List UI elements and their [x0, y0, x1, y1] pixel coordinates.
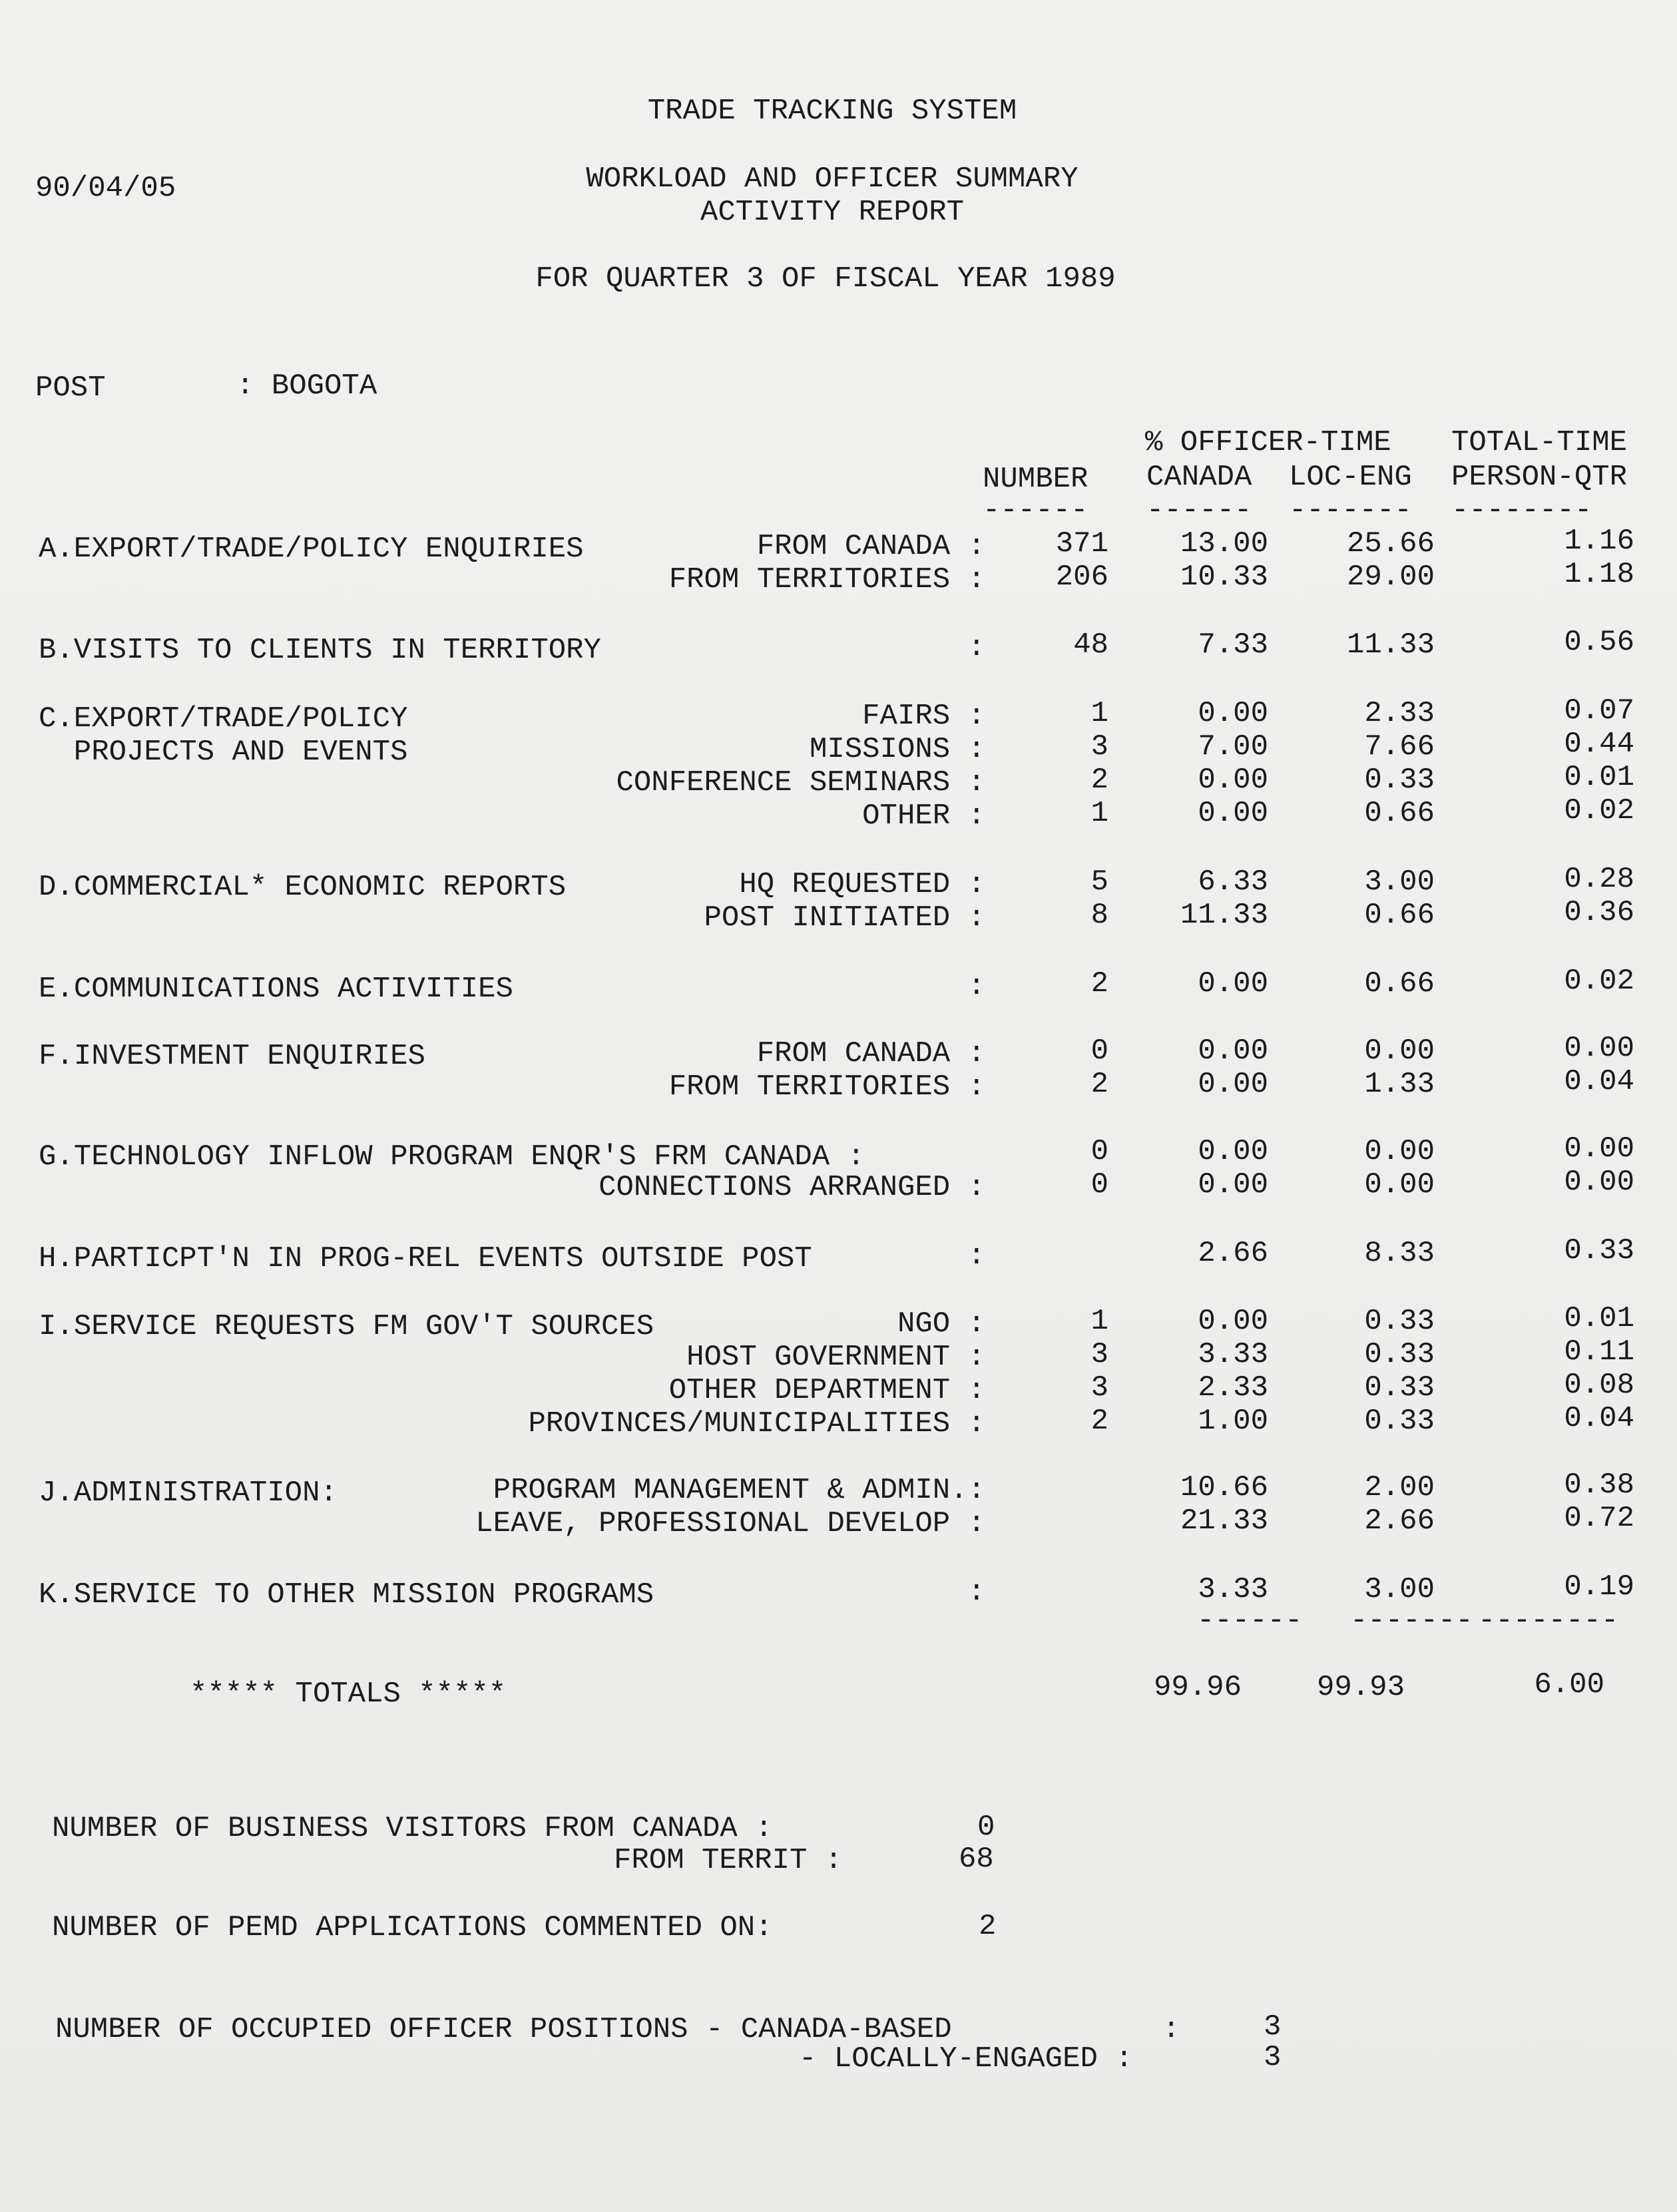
row-canada: 21.33 — [1180, 1504, 1268, 1538]
row-loc-eng: 0.66 — [1364, 967, 1435, 1000]
row-number: 0 — [1090, 1135, 1108, 1168]
row-category: K.SERVICE TO OTHER MISSION PROGRAMS — [39, 1578, 654, 1612]
row-loc-eng: 0.00 — [1364, 1135, 1435, 1168]
canada-header: CANADA — [1146, 461, 1252, 494]
row-category: F.INVESTMENT ENQUIRIES — [39, 1040, 425, 1073]
totals-label: ***** TOTALS ***** — [190, 1677, 507, 1711]
row-subcategory: FROM TERRITORIES : — [668, 1070, 985, 1104]
row-category: G.TECHNOLOGY INFLOW PROGRAM ENQR'S FRM CANADA : — [39, 1140, 865, 1174]
row-category: C.EXPORT/TRADE/POLICY — [39, 702, 408, 736]
row-subcategory: CONFERENCE SEMINARS : — [616, 766, 985, 799]
pct-officer-time-header: % OFFICER-TIME — [1145, 426, 1391, 459]
row-person-qtr: 0.00 — [1564, 1132, 1634, 1166]
loc-eng-header: LOC-ENG — [1289, 461, 1412, 494]
row-number: 2 — [1090, 764, 1108, 797]
row-category: B.VISITS TO CLIENTS IN TERRITORY — [39, 634, 601, 667]
row-canada: 7.33 — [1198, 628, 1268, 662]
row-person-qtr: 0.38 — [1564, 1468, 1634, 1502]
row-person-qtr: 0.01 — [1564, 761, 1634, 794]
row-person-qtr: 0.56 — [1564, 626, 1634, 659]
post-value: : BOGOTA — [236, 369, 377, 403]
row-category: E.COMMUNICATIONS ACTIVITIES — [39, 973, 513, 1006]
row-loc-eng: 25.66 — [1346, 527, 1435, 560]
totals-canada-rule: ------ — [1197, 1604, 1303, 1638]
row-loc-eng: 0.66 — [1364, 899, 1435, 932]
row-canada: 13.00 — [1180, 527, 1268, 560]
row-subcategory: PROGRAM MANAGEMENT & ADMIN.: — [493, 1474, 985, 1507]
person-qtr-underline: -------- — [1451, 494, 1592, 527]
row-canada: 2.66 — [1198, 1237, 1268, 1270]
row-subcategory: PROVINCES/MUNICIPALITIES : — [528, 1407, 985, 1440]
row-loc-eng: 29.00 — [1346, 560, 1435, 594]
loc-eng-underline: ------- — [1289, 494, 1412, 527]
row-loc-eng: 7.66 — [1364, 730, 1435, 764]
row-canada: 0.00 — [1198, 1135, 1268, 1168]
row-canada: 0.00 — [1198, 967, 1268, 1000]
row-loc-eng: 0.66 — [1364, 797, 1435, 830]
row-subcategory: LEAVE, PROFESSIONAL DEVELOP : — [475, 1507, 985, 1540]
row-person-qtr: 0.19 — [1564, 1570, 1634, 1604]
row-subcategory: : — [967, 970, 985, 1003]
row-subcategory: OTHER : — [862, 799, 985, 833]
business-visitors-territ: 68 — [959, 1843, 994, 1876]
row-number: 8 — [1090, 899, 1108, 932]
row-person-qtr: 0.00 — [1564, 1166, 1634, 1199]
positions-label: NUMBER OF OCCUPIED OFFICER POSITIONS - CANADA-BASED — [55, 2013, 952, 2046]
report-title-line2: ACTIVITY REPORT — [700, 196, 965, 229]
row-canada: 0.00 — [1198, 797, 1268, 830]
row-loc-eng: 1.33 — [1364, 1068, 1435, 1101]
row-person-qtr: 0.00 — [1564, 1032, 1634, 1065]
positions-colon: : — [1162, 2013, 1180, 2046]
canada-underline: ------ — [1146, 494, 1252, 527]
row-canada: 10.33 — [1180, 560, 1268, 594]
row-subcategory: HOST GOVERNMENT : — [686, 1341, 985, 1374]
row-canada: 0.00 — [1198, 697, 1268, 730]
row-subcategory: HQ REQUESTED : — [739, 868, 985, 901]
row-canada: 11.33 — [1180, 899, 1268, 932]
row-canada: 2.33 — [1198, 1371, 1268, 1405]
row-subcategory: FAIRS : — [862, 700, 985, 733]
row-person-qtr: 1.18 — [1564, 558, 1634, 591]
report-date: 90/04/05 — [35, 172, 176, 205]
row-loc-eng: 0.33 — [1364, 1371, 1435, 1405]
number-header: NUMBER — [983, 463, 1088, 496]
row-person-qtr: 0.36 — [1564, 896, 1634, 929]
row-subcategory: NGO : — [897, 1307, 985, 1341]
row-subcategory: FROM TERRITORIES : — [668, 563, 985, 596]
row-subcategory: FROM CANADA : — [756, 530, 985, 563]
row-number: 1 — [1090, 1305, 1108, 1338]
row-person-qtr: 0.28 — [1564, 863, 1634, 896]
row-canada: 0.00 — [1198, 1034, 1268, 1068]
row-subcategory: : — [967, 1576, 985, 1609]
report-period: FOR QUARTER 3 OF FISCAL YEAR 1989 — [535, 262, 1116, 296]
pemd-value: 2 — [979, 1910, 997, 1943]
totals-person-qtr: 6.00 — [1534, 1668, 1604, 1701]
pemd-label: NUMBER OF PEMD APPLICATIONS COMMENTED ON: — [52, 1911, 773, 1944]
row-subcategory: POST INITIATED : — [704, 901, 985, 935]
row-number: 2 — [1090, 1405, 1108, 1438]
row-person-qtr: 0.44 — [1564, 728, 1634, 761]
row-number: 1 — [1090, 797, 1108, 830]
from-territ-label: FROM TERRIT : — [614, 1844, 843, 1877]
positions-canada-based: 3 — [1264, 2010, 1282, 2044]
row-person-qtr: 0.11 — [1564, 1335, 1634, 1369]
row-loc-eng: 0.00 — [1364, 1034, 1435, 1068]
number-underline: ------ — [983, 494, 1088, 527]
row-loc-eng: 2.33 — [1364, 697, 1435, 730]
row-loc-eng: 0.33 — [1364, 1405, 1435, 1438]
system-title: TRADE TRACKING SYSTEM — [647, 95, 1017, 128]
row-person-qtr: 0.72 — [1564, 1502, 1634, 1535]
row-number: 206 — [1055, 560, 1108, 594]
row-loc-eng: 3.00 — [1364, 1573, 1435, 1606]
row-subcategory: : — [967, 1239, 985, 1273]
totals-canada: 99.96 — [1153, 1671, 1242, 1704]
row-canada: 10.66 — [1180, 1471, 1268, 1504]
row-subcategory: MISSIONS : — [809, 733, 985, 766]
row-canada: 0.00 — [1198, 1305, 1268, 1338]
row-person-qtr: 0.02 — [1564, 794, 1634, 827]
row-number: 2 — [1090, 967, 1108, 1000]
row-person-qtr: 0.02 — [1564, 965, 1634, 998]
row-number: 0 — [1090, 1034, 1108, 1068]
row-canada: 0.00 — [1198, 1068, 1268, 1101]
row-person-qtr: 0.07 — [1564, 694, 1634, 728]
row-loc-eng: 0.33 — [1364, 1338, 1435, 1371]
row-number: 2 — [1090, 1068, 1108, 1101]
row-subcategory: CONNECTIONS ARRANGED : — [599, 1171, 985, 1204]
row-number: 48 — [1073, 628, 1108, 662]
row-number: 3 — [1090, 1371, 1108, 1405]
positions-locally-engaged: 3 — [1264, 2041, 1282, 2074]
row-category: I.SERVICE REQUESTS FM GOV'T SOURCES — [39, 1310, 654, 1343]
row-person-qtr: 0.33 — [1564, 1234, 1634, 1267]
totals-pq-rule: -------- — [1478, 1604, 1619, 1638]
business-visitors-label: NUMBER OF BUSINESS VISITORS FROM CANADA : — [52, 1812, 773, 1845]
row-subcategory: OTHER DEPARTMENT : — [668, 1374, 985, 1407]
row-category: H.PARTICPT'N IN PROG-REL EVENTS OUTSIDE POST — [39, 1242, 812, 1275]
row-person-qtr: 0.01 — [1564, 1302, 1634, 1335]
row-loc-eng: 3.00 — [1364, 865, 1435, 899]
row-loc-eng: 0.00 — [1364, 1168, 1435, 1202]
person-qtr-header: PERSON-QTR — [1451, 461, 1628, 494]
row-subcategory: : — [967, 631, 985, 664]
row-canada: 7.00 — [1198, 730, 1268, 764]
row-person-qtr: 1.16 — [1564, 525, 1634, 558]
row-canada: 1.00 — [1198, 1405, 1268, 1438]
row-subcategory: FROM CANADA : — [756, 1037, 985, 1070]
row-canada: 3.33 — [1198, 1338, 1268, 1371]
row-number: 3 — [1090, 730, 1108, 764]
locally-engaged-label: - LOCALLY-ENGAGED : — [799, 2042, 1133, 2076]
row-loc-eng: 11.33 — [1346, 628, 1435, 662]
row-loc-eng: 0.33 — [1364, 764, 1435, 797]
row-loc-eng: 2.66 — [1364, 1504, 1435, 1538]
business-visitors-canada: 0 — [977, 1811, 995, 1844]
row-loc-eng: 2.00 — [1364, 1471, 1435, 1504]
row-category: J.ADMINISTRATION: — [39, 1476, 338, 1510]
row-category: A.EXPORT/TRADE/POLICY ENQUIRIES — [39, 533, 584, 566]
row-category: PROJECTS AND EVENTS — [39, 736, 408, 769]
row-number: 0 — [1090, 1168, 1108, 1202]
row-loc-eng: 8.33 — [1364, 1237, 1435, 1270]
row-canada: 0.00 — [1198, 764, 1268, 797]
row-loc-eng: 0.33 — [1364, 1305, 1435, 1338]
row-number: 1 — [1090, 697, 1108, 730]
row-person-qtr: 0.04 — [1564, 1065, 1634, 1098]
total-time-header: TOTAL-TIME — [1451, 426, 1628, 459]
row-number: 371 — [1055, 527, 1108, 560]
row-category: D.COMMERCIAL* ECONOMIC REPORTS — [39, 871, 567, 904]
row-canada: 0.00 — [1198, 1168, 1268, 1202]
post-label: POST — [35, 371, 106, 405]
row-person-qtr: 0.04 — [1564, 1402, 1634, 1435]
row-number: 3 — [1090, 1338, 1108, 1371]
report-title-line1: WORKLOAD AND OFFICER SUMMARY — [586, 162, 1078, 196]
row-canada: 6.33 — [1198, 865, 1268, 899]
totals-loceng-rule: ------- — [1350, 1604, 1473, 1638]
totals-loceng: 99.93 — [1316, 1671, 1405, 1704]
row-number: 5 — [1090, 865, 1108, 899]
row-canada: 3.33 — [1198, 1573, 1268, 1606]
row-person-qtr: 0.08 — [1564, 1369, 1634, 1402]
